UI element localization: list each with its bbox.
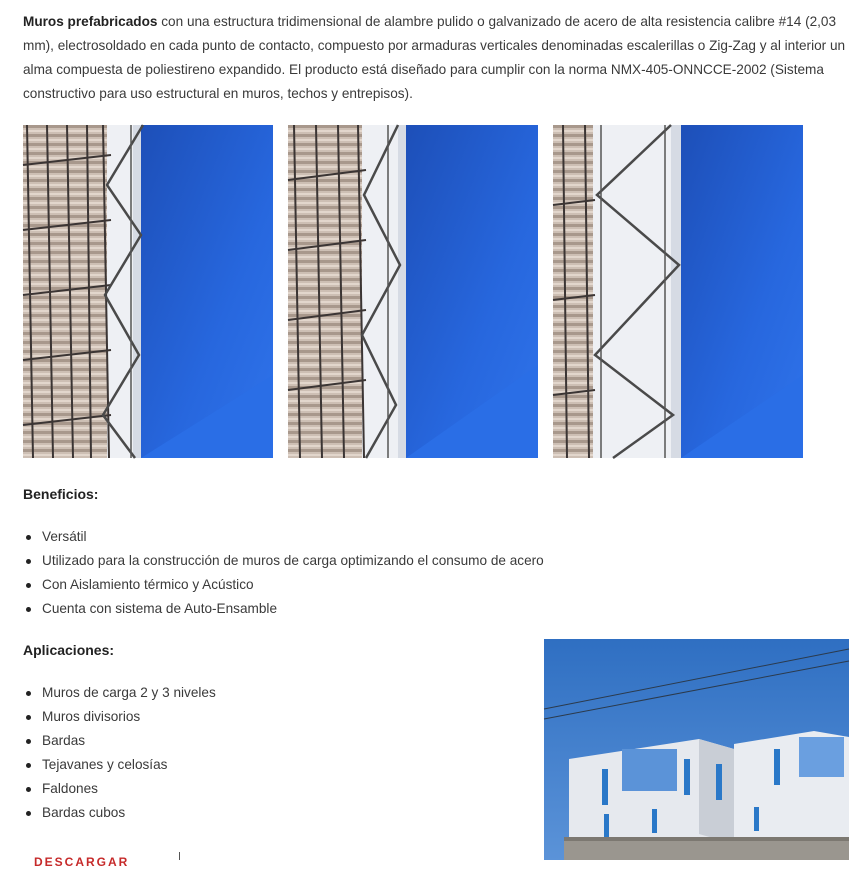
download-divider [179, 852, 180, 860]
aplicaciones-list [23, 681, 216, 825]
list-item: Muros de carga 2 y 3 niveles [23, 681, 216, 705]
list-item: Cuenta con sistema de Auto-Ensamble [23, 597, 544, 621]
list-item: Faldones [23, 777, 216, 801]
list-item: Con Aislamiento térmico y Acústico [23, 573, 544, 597]
list-item: Bardas cubos [23, 801, 216, 825]
panel-photo-2 [288, 125, 538, 458]
list-item: Muros divisorios [23, 705, 216, 729]
panel-photo-1 [23, 125, 273, 458]
building-photo [544, 639, 849, 860]
list-item: Utilizado para la construcción de muros de carga optimizando el consumo de acero [23, 549, 544, 573]
panel-photo-3 [553, 125, 803, 458]
aplicaciones-heading: Aplicaciones: [23, 642, 115, 658]
beneficios-heading: Beneficios: [23, 486, 99, 502]
download-label: DESCARGAR [34, 855, 130, 869]
intro-paragraph [23, 10, 853, 106]
list-item: Versátil [23, 525, 544, 549]
list-item: Bardas [23, 729, 216, 753]
list-item: Tejavanes y celosías [23, 753, 216, 777]
download-button[interactable] [34, 852, 184, 869]
intro-text: con una estructura tridimensional de alambre pulido o galvanizado de acero de alta resistencia calibre #14 (2,03 mm), electrosoldado en cada punto de contacto, compuesto por armaduras verticales denominadas escalerillas o Zig-Zag y al interior un alma compuesta de poliestireno expandido. El producto está diseñado para cumplir con la norma NMX-405-ONNCCE-2002 (Sistema constructivo para uso estructural en muros, techos y entrepisos). [23, 14, 846, 101]
beneficios-list [23, 525, 544, 621]
intro-bold-term: Muros prefabricados [23, 14, 158, 29]
